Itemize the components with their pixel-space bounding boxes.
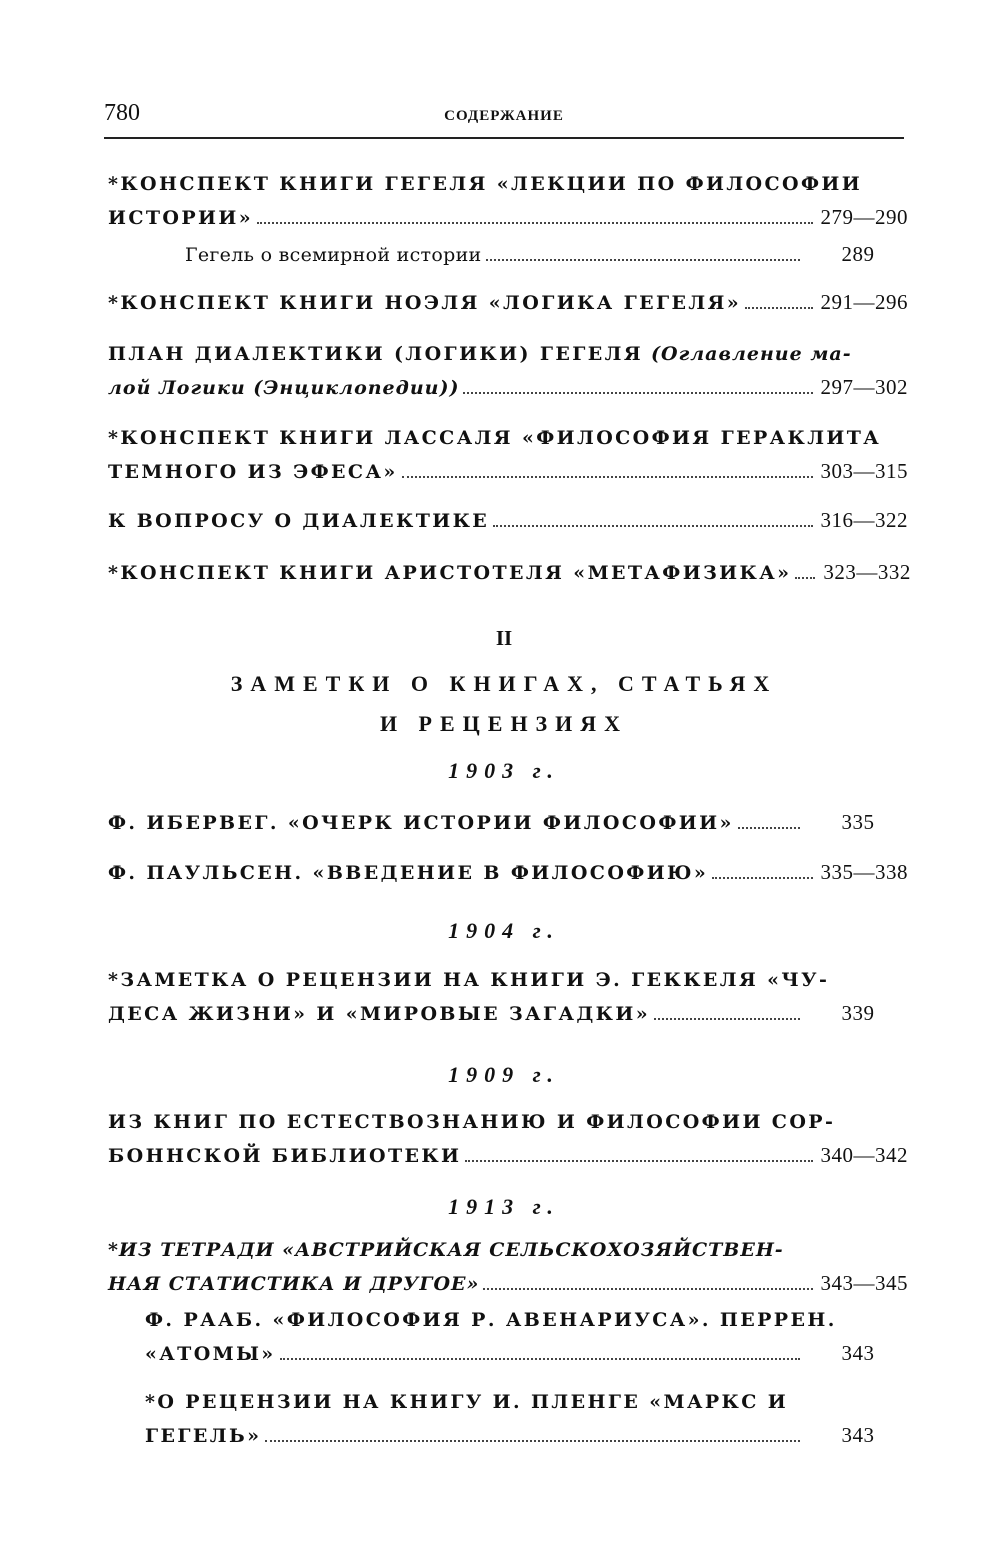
page-range: 279—290 [820,205,908,229]
page-range: 339 [841,1001,875,1025]
section-title-line: И РЕЦЕНЗИЯХ [379,711,629,736]
entry-title-line: «АТОМЫ» [145,1343,276,1365]
toc-entry[interactable] [108,286,908,320]
page-range: 291—296 [820,290,908,314]
toc-entry[interactable] [108,504,908,538]
year-heading: 1913 г. [448,1194,560,1219]
toc-entry[interactable] [108,806,908,840]
leader-dots [402,476,813,478]
toc-subentry[interactable] [145,1386,908,1453]
toc-subentry[interactable] [185,238,908,272]
toc-entry[interactable] [108,338,908,405]
leader-dots [257,222,812,224]
entry-title-line: БОННСКОЙ БИБЛИОТЕКИ [108,1145,462,1167]
section-title-line: ЗАМЕТКИ О КНИГАХ, СТАТЬЯХ [230,671,778,696]
leader-dots [795,577,815,579]
page-range: 335—338 [820,860,908,884]
entry-title-line: ИСТОРИИ» [108,207,254,229]
entry-title-line: К ВОПРОСУ О ДИАЛЕКТИКЕ [108,510,490,532]
year-heading: 1904 г. [448,918,560,943]
leader-dots [265,1440,800,1442]
leader-dots [486,259,801,261]
page-range: 303—315 [820,459,908,483]
entry-title-line: Ф. ПАУЛЬСЕН. «ВВЕДЕНИЕ В ФИЛОСОФИЮ» [108,862,709,884]
leader-dots [712,877,812,879]
entry-title-line: ПЛАН ДИАЛЕКТИКИ (ЛОГИКИ) ГЕГЕЛЯ [108,343,644,365]
entry-subtitle: (Оглавление ма- [651,343,852,365]
entry-title-line: *О РЕЦЕНЗИИ НА КНИГУ И. ПЛЕНГЕ «МАРКС И [145,1391,789,1413]
year-heading: 1903 г. [448,758,560,783]
entry-title-line: ИЗ КНИГ ПО ЕСТЕСТВОЗНАНИЮ И ФИЛОСОФИИ СОР- [108,1111,836,1133]
leader-dots [463,392,812,394]
header-rule [104,137,904,139]
entry-title-line: *КОНСПЕКТ КНИГИ АРИСТОТЕЛЯ «МЕТАФИЗИКА» [108,562,792,584]
page-range: 343—345 [820,1271,908,1295]
toc-subentry[interactable] [145,1304,908,1371]
page-number: 780 [104,100,140,126]
leader-dots [493,525,812,527]
entry-title-line: *КОНСПЕКТ КНИГИ НОЭЛЯ «ЛОГИКА ГЕГЕЛЯ» [108,292,742,314]
entry-title-line: Гегель о всемирной истории [185,244,482,266]
entry-title-line: ДЕСА ЖИЗНИ» И «МИРОВЫЕ ЗАГАДКИ» [108,1003,650,1025]
toc-entry[interactable] [108,856,908,890]
running-title: СОДЕРЖАНИЕ [444,108,564,124]
entry-title-line: *ИЗ ТЕТРАДИ «АВСТРИЙСКАЯ СЕЛЬСКОХОЗЯЙСТВЕН- [108,1239,784,1261]
year-heading: 1909 г. [448,1062,560,1087]
toc-entry[interactable] [108,422,908,489]
entry-title-line: Ф. РААБ. «ФИЛОСОФИЯ Р. АВЕНАРИУСА». ПЕРРЕН. [145,1309,837,1331]
page-range: 297—302 [820,375,908,399]
page-range: 316—322 [820,508,908,532]
page-range: 343 [841,1423,875,1447]
leader-dots [654,1018,800,1020]
section-number: II [495,626,513,650]
toc-entry[interactable] [108,556,911,590]
entry-title-line: *КОНСПЕКТ КНИГИ ЛАССАЛЯ «ФИЛОСОФИЯ ГЕРАКЛИТА [108,427,882,449]
page-range: 289 [841,242,875,266]
page-range: 335 [841,810,875,834]
page-range: 323—332 [823,560,911,584]
entry-title-line: ГЕГЕЛЬ» [145,1425,262,1447]
page-range: 340—342 [820,1143,908,1167]
toc-entry[interactable] [108,964,908,1031]
leader-dots [745,307,812,309]
entry-title-line: *КОНСПЕКТ КНИГИ ГЕГЕЛЯ «ЛЕКЦИИ ПО ФИЛОСОФИИ [108,173,863,195]
entry-title-line: *ЗАМЕТКА О РЕЦЕНЗИИ НА КНИГИ Э. ГЕККЕЛЯ «ЧУ- [108,969,830,991]
toc-entry[interactable] [108,168,908,235]
leader-dots [738,827,800,829]
entry-title-line: ТЕМНОГО ИЗ ЭФЕСА» [108,461,398,483]
entry-title-line: НАЯ СТАТИСТИКА И ДРУГОЕ» [108,1273,480,1295]
page-header [104,100,904,136]
entry-title-line: Ф. ИБЕРВЕГ. «ОЧЕРК ИСТОРИИ ФИЛОСОФИИ» [108,812,734,834]
leader-dots [280,1358,800,1360]
leader-dots [483,1288,812,1290]
page-range: 343 [841,1341,875,1365]
toc-entry[interactable] [108,1234,908,1301]
leader-dots [465,1160,812,1162]
toc-entry[interactable] [108,1106,908,1173]
entry-subtitle: лой Логики (Энциклопедии)) [108,377,460,399]
